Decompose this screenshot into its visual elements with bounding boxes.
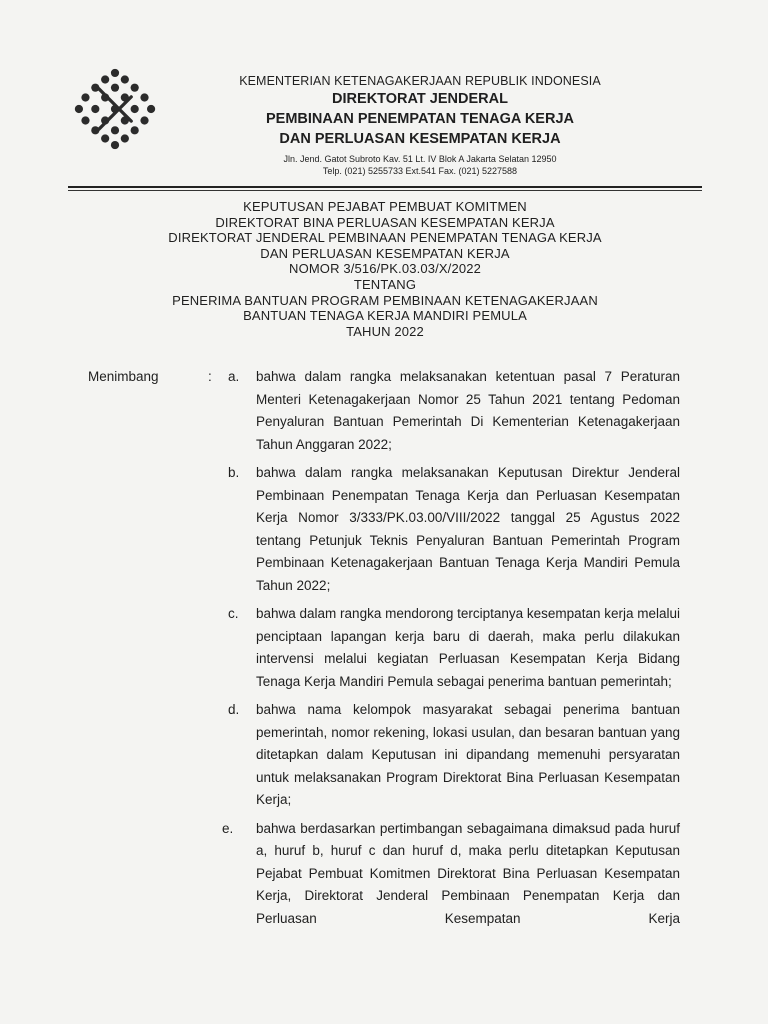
ministry-name: KEMENTERIAN KETENAGAKERJAAN REPUBLIK INDONESIA [239,74,601,88]
directorate-line-3: DAN PERLUASAN KESEMPATAN KERJA [279,131,561,147]
title-line: DAN PERLUASAN KESEMPATAN KERJA [260,245,510,261]
item-text: bahwa dalam rangka mendorong terciptanya kesempatan kerja melalui penciptaan lapangan kerja baru di daerah, maka perlu dilakukan intervensi melalui kegiatan Perluasan Kesempatan Kerja Bidang Tenaga Kerja Mandiri Pemula sebagai penerima bantuan pemerintah; [256,606,680,689]
list-item [228,699,680,812]
phone-fax: Telp. (021) 5255733 Ext.541 Fax. (021) 5227588 [322,166,518,176]
item-letter: e. [222,820,234,836]
address: Jln. Jend. Gatot Subroto Kav. 51 Lt. IV Blok A Jakarta Selatan 12950 [283,154,557,164]
item-text: bahwa dalam rangka melaksanakan Keputusan Direktur Jenderal Pembinaan Penempatan Tenaga Kerja dan Perluasan Kesempatan Kerja Nomor 3/333/PK.03.00/VIII/2022 tanggal 25 Agustus 2022 tentang Petunjuk Teknis Penyaluran Bantuan Pemerintah Program Pembinaan Ketenagakerjaan Bantuan Tenaga Kerja Mandiri Pemula Tahun 2022; [256,465,680,593]
decree-number: NOMOR 3/516/PK.03.03/X/2022 [289,261,481,277]
title-line: TENTANG [353,276,417,292]
considering-label: Menimbang [88,369,159,384]
directorate-line-2: PEMBINAAN PENEMPATAN TENAGA KERJA [265,111,574,127]
item-text: bahwa nama kelompok masyarakat sebagai penerima bantuan pemerintah, nomor rekening, lokasi usulan, dan besaran bantuan yang ditetapkan dalam Keputusan ini dipandang memenuhi persyaratan untuk melaksanakan Program Direktorat Bina Perluasan Kesempatan Kerja; [256,702,680,807]
title-line: PENERIMA BANTUAN PROGRAM PEMBINAAN KETENAGAKERJAAN [172,292,598,308]
letterhead [200,74,640,177]
item-text: bahwa dalam rangka melaksanakan ketentuan pasal 7 Peraturan Menteri Ketenagakerjaan Nomor 25 Tahun 2021 tentang Pedoman Penyaluran Bantuan Pemerintah Di Kementerian Ketenagakerjaan Tahun Anggaran 2022; [256,369,680,452]
title-line: DIREKTORAT JENDERAL PEMBINAAN PENEMPATAN TENAGA KERJA [168,230,602,246]
header-rule-thin [68,190,702,191]
title-line: KEPUTUSAN PEJABAT PEMBUAT KOMITMEN [243,199,527,214]
list-item [228,603,680,693]
title-line: TAHUN 2022 [346,323,424,339]
item-letter: a. [228,369,240,384]
considering-colon: : [208,369,212,384]
list-item [222,818,680,931]
list-item [228,366,680,456]
title-line: BANTUAN TENAGA KERJA MANDIRI PEMULA [243,308,527,324]
directorate-line-1: DIREKTORAT JENDERAL [332,91,508,107]
item-letter: b. [228,465,240,480]
header-rule-thick [68,186,702,188]
decree-title [80,199,690,339]
item-letter: d. [228,702,240,717]
title-line: DIREKTORAT BINA PERLUASAN KESEMPATAN KERJA [215,214,555,230]
item-text: bahwa berdasarkan pertimbangan sebagaimana dimaksud pada huruf a, huruf b, huruf c dan huruf d, maka perlu ditetapkan Keputusan Pejabat Pembuat Komitmen Direktorat Bina Perluasan Kesempatan Kerja, Direktorat Jenderal Pembinaan Penempatan Kerja dan Perluasan Kesempatan Kerja [256,820,680,926]
considering-list [222,366,680,936]
item-letter: c. [228,606,239,621]
list-item [228,462,680,597]
ministry-logo-icon [74,68,156,150]
